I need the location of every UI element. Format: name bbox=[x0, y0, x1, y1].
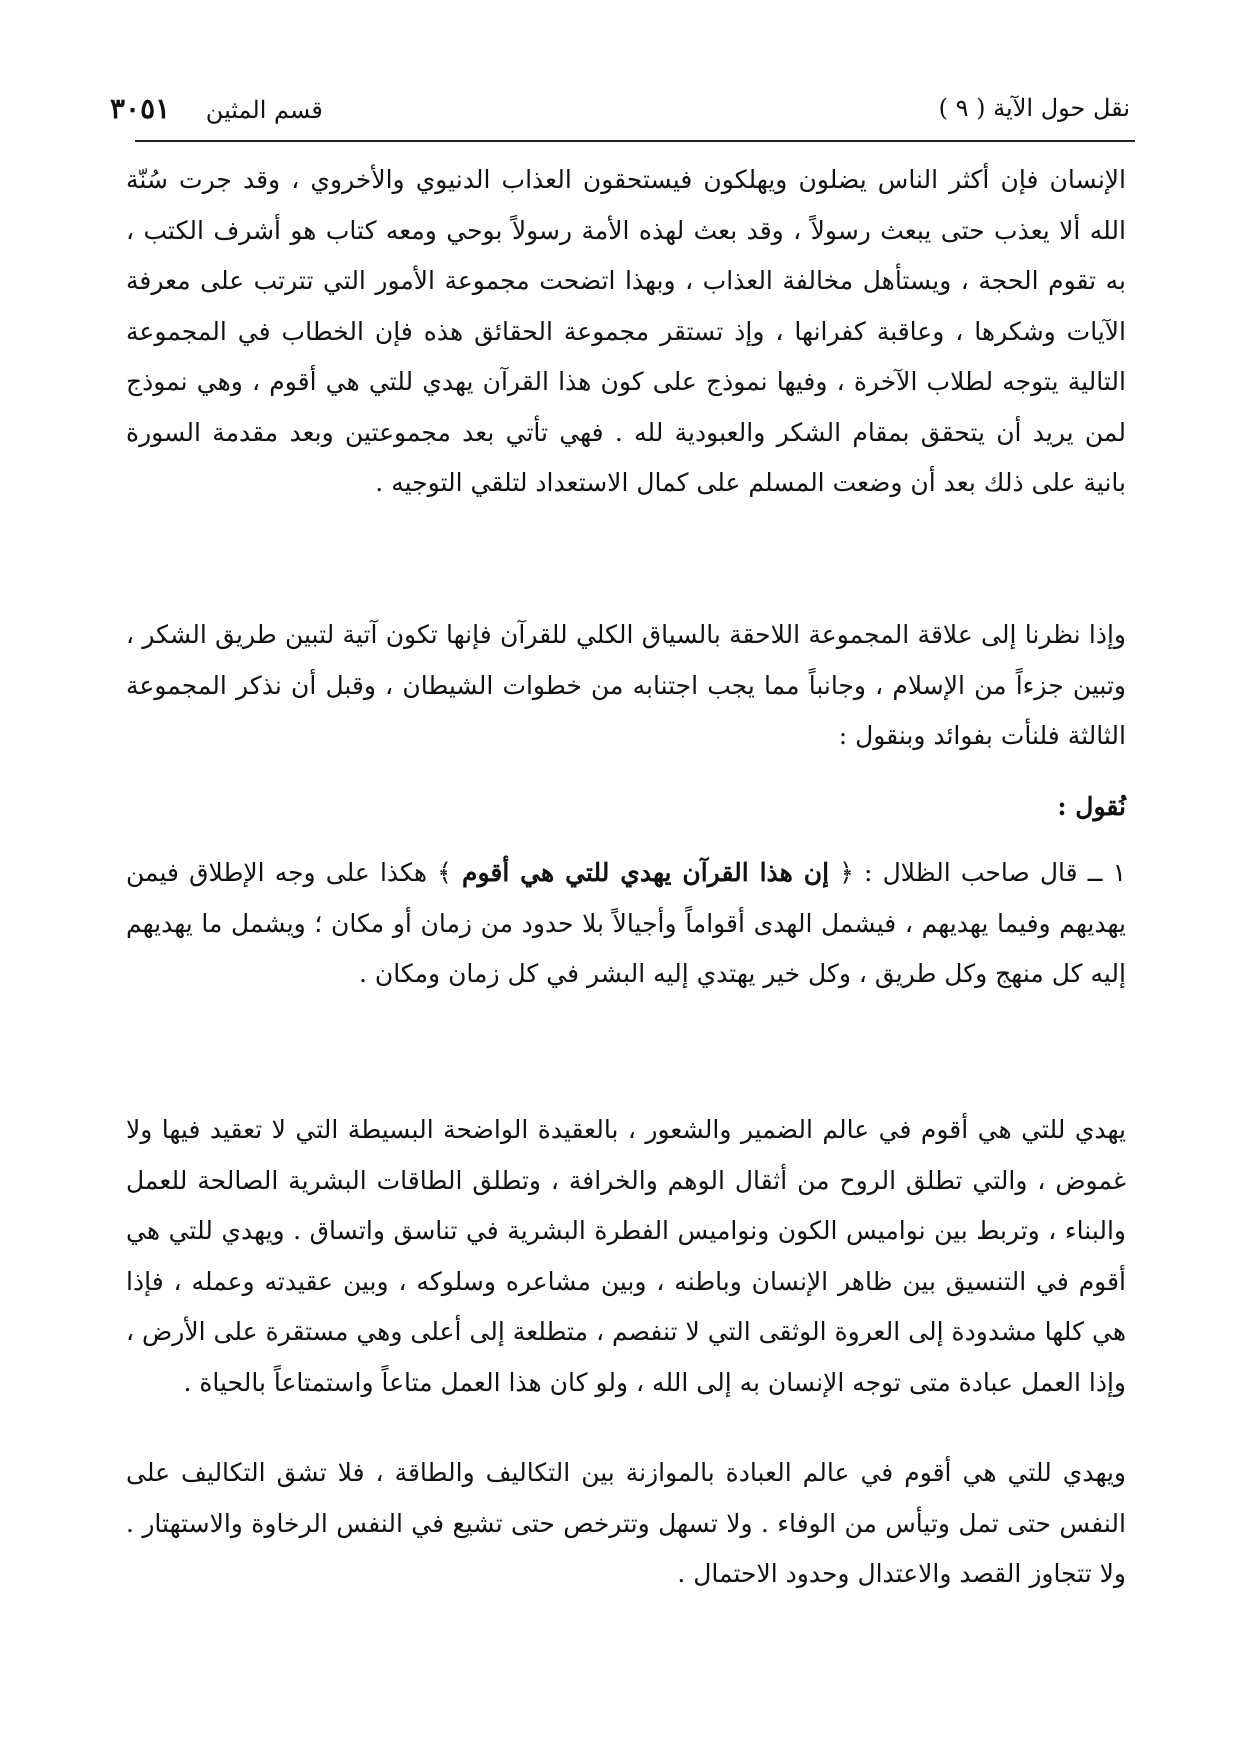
page-header bbox=[110, 92, 1130, 134]
paragraph-1 bbox=[126, 155, 1126, 509]
header-divider bbox=[135, 140, 1135, 142]
paragraph-text bbox=[126, 848, 1126, 1000]
paragraph-text: ويهدي للتي هي أقوم في عالم العبادة بالموازنة بين التكاليف والطاقة ، فلا تشق التكاليف على النفس حتى تمل وتيأس من الوفاء . ولا تسهل وتترخص حتى تشيع في النفس الرخاوة والاستهتار . ولا تتجاوز القصد والاعتدال وحدود الاحتمال . bbox=[126, 1458, 1126, 1588]
section-name: قسم المثين bbox=[205, 96, 323, 124]
section-heading bbox=[126, 782, 1126, 833]
paragraph-4 bbox=[126, 1105, 1126, 1408]
paragraph-5 bbox=[126, 1448, 1126, 1600]
page-number: ٣٠٥١ bbox=[110, 92, 171, 125]
paragraph-3 bbox=[126, 848, 1126, 1000]
paragraph-text: يهدي للتي هي أقوم في عالم الضمير والشعور ، بالعقيدة الواضحة البسيطة التي لا تعقيد فيها ولا غموض ، والتي تطلق الروح من أثقال الوهم والخرافة ، وتطلق الطاقات البشرية الصالحة للعمل والبناء ، وتربط بين نواميس الكون ونواميس الفطرة البشرية في تناسق واتساق . ويهدي للتي هي أقوم في التنسيق بين ظاهر الإنسان وباطنه ، وبين مشاعره وسلوكه ، وبين عقيدته وعمله ، فإذا هي كلها مشدودة إلى العروة الوثقى التي لا تنفصم ، متطلعة إلى أعلى وهي مستقرة على الأرض ، وإذا العمل عبادة متى توجه الإنسان به إلى الله ، ولو كان هذا العمل متاعاً واستمتاعاً بالحياة . bbox=[126, 1115, 1126, 1397]
heading-text: نُقول : bbox=[1057, 792, 1126, 821]
quranic-quote: إن هذا القرآن يهدي للتي هي أقوم bbox=[461, 858, 830, 887]
header-left-group bbox=[110, 92, 323, 125]
quote-continuation: ﴾ هكذا على وجه الإطلاق فيمن يهديهم وفيما يهديهم ، فيشمل الهدى أقواماً وأجيالاً بلا حدود من زمان أو مكان ؛ ويشمل ما يهديهم إليه كل منهج وكل طريق ، وكل خير يهتدي إليه البشر في كل زمان ومكان . bbox=[126, 858, 1126, 988]
paragraph-2 bbox=[126, 610, 1126, 762]
quote-prefix: ١ ــ قال صاحب الظلال : ﴿ bbox=[829, 858, 1126, 887]
paragraph-text: وإذا نظرنا إلى علاقة المجموعة اللاحقة بالسياق الكلي للقرآن فإنها تكون آتية لتبين طريق الشكر ، وتبين جزءاً من الإسلام ، وجانباً مما يجب اجتنابه من خطوات الشيطان ، وقبل أن نذكر المجموعة الثالثة فلنأت بفوائد وبنقول : bbox=[126, 620, 1126, 750]
running-title: نقل حول الآية ( ٩ ) bbox=[938, 94, 1130, 122]
paragraph-text: الإنسان فإن أكثر الناس يضلون ويهلكون فيستحقون العذاب الدنيوي والأخروي ، وقد جرت سُنّة الله ألا يعذب حتى يبعث رسولاً ، وقد بعث لهذه الأمة رسولاً بوحي ومعه كتاب هو أشرف الكتب ، به تقوم الحجة ، ويستأهل مخالفة العذاب ، وبهذا اتضحت مجموعة الأمور التي تترتب على معرفة الآيات وشكرها ، وعاقبة كفرانها ، وإذ تستقر مجموعة الحقائق هذه فإن الخطاب في المجموعة التالية يتوجه لطلاب الآخرة ، وفيها نموذج على كون هذا القرآن يهدي للتي هي أقوم ، وهي نموذج لمن يريد أن يتحقق بمقام الشكر والعبودية لله . فهي تأتي بعد مجموعتين وبعد مقدمة السورة بانية على ذلك بعد أن وضعت المسلم على كمال الاستعداد لتلقي التوجيه . bbox=[126, 165, 1126, 497]
